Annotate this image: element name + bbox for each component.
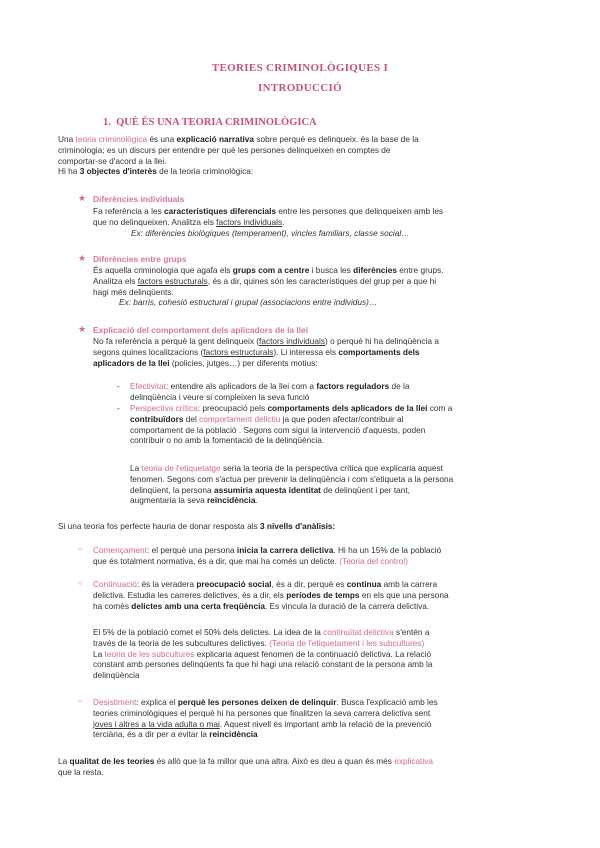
star-bullet-icon: ★ [78,193,87,203]
labeling-paragraph: La teoria de l'etiquetatge seria la teoria de la perspectiva crítica que explicaria aquest fenomen. Segons com s'actua per prevenir la delinqüència i com s'etiqueta a la persona delinqüent, la persona assumiria aquesta identitat de delinqüent i per tant, augmentaria la seva reincidència. [130,463,454,506]
circle-bullet-icon: ○ [78,580,83,587]
dash-bullet: - [117,403,120,413]
final-paragraph: La qualitat de les teories és allò que la fa millor que una altra. Això es deu a quan és més explicativa que la resta. [58,756,433,777]
level-3-body: Desistiment: explica el perquè les persones deixen de delinquir. Busca l'explicació amb les teories criminològiques el perquè hi ha persones que finalitzen la seva carrera delictiva sent joves i altres a la vida adulta o mai. Aquest nivell és important amb la relació de la prevenció terciària, és a dir per a evitar la reincidència [93,697,438,740]
document-title: TEORIES CRIMINOLÒGIQUES I [211,62,389,74]
dash-bullet: - [117,381,120,391]
levels-intro: Si una teoria fos perfecte hauria de donar resposta als 3 nivells d'anàlisis: [58,521,336,531]
section-number: 1. [103,117,111,128]
objective-1-body: Fa referència a les característiques diferencials entre les persones que delinqueixen amb les que no delinqueixen. Analitza els factors individuals. Ex: diferències biològiques (temperament), vincles familiars, classe social… [93,206,444,238]
objective-2-body: És aquella criminologia que agafa els grups com a centre i busca les diferències entre grups. Analitza els factors estructurals, és a dir, quines són les característiques del grup per a que hi hagi més delinqüents. Ex: barris, cohesió estructural i grupal (associacions entre individus)… [93,265,444,308]
level-1-body: Començament: el perquè una persona inicia la carrera delictiva. Hi ha un 15% de la població que és totalment normativa, és a dir, que mai ha comès un delicte. (Teoria del control) [93,545,442,566]
section-heading [103,117,317,128]
level-2-body: Continuació: és la veradera preocupació social, és a dir, perquè es continua amb la carrera delictiva. Estudia les carreres delictives, és a dir, els períodes de temps en els que una persona ha comès delictes amb una certa freqüència. Es vincula la duració de la carrera delictiva. [93,579,449,611]
level-2-extra: El 5% de la població comet el 50% dels delictes. La idea de la continuïtat delictiva s'entén a través de la teoria de les subcultures delictives. (Teoria de l'etiquetament i les subcultures) La teoria de les subcultures explicaria aquest fenomen de la continuació delictiva. La relació constant amb persones delinqüents fa que hi hagi una relació constant de la persona amb la delinqüència [93,627,433,681]
star-bullet-icon: ★ [78,324,87,334]
objective-3-title: Explicació del comportament dels aplicadors de la llei [93,325,309,335]
dash-item-efectivitat: Efectivitat: entendre als aplicadors de la llei com a factors reguladors de la delinqüència i veure si compleixen la seva funció [130,381,410,402]
objective-2-title: Diferències entre grups [93,254,187,264]
dash-item-perspectiva: Perspectiva crítica: preocupació pels comportaments dels aplicadors de la llei com a contribuïdors del comportament delictiu ja que poden afectar/contribuir al comportament de la població . Segons com sigui la intervenció d'aquests, poden contribuir o no amb la fomentació de la delinqüència. [130,403,453,446]
document-subtitle: INTRODUCCIÓ [258,82,342,94]
objective-3-body: No fa referència a perquè la gent delinqueix (factors individuals) o perquè hi ha delinqüència a segons quines localitzacions (factors estructurals). Li interessa els comportaments dels aplicadors de la llei (policies, jutges…) per diferents motius: [93,336,439,368]
intro-paragraph: Una teoria criminològica és una explicació narrativa sobre perquè es delinqueix. és la base de la criminologia; es un discurs per entendre per què les persones delinqueixen en comptes de comportar-se d'acord a la llei. Hi ha 3 objectes d'interès de la teoria criminològica: [58,134,419,177]
circle-bullet-icon: ○ [78,546,83,553]
circle-bullet-icon: ○ [78,698,83,705]
star-bullet-icon: ★ [78,253,87,263]
section-heading-text: QUÈ ÉS UNA TEORIA CRIMINOLÒGICA [116,117,317,128]
objective-1-title: Diferències individuals [93,194,185,204]
